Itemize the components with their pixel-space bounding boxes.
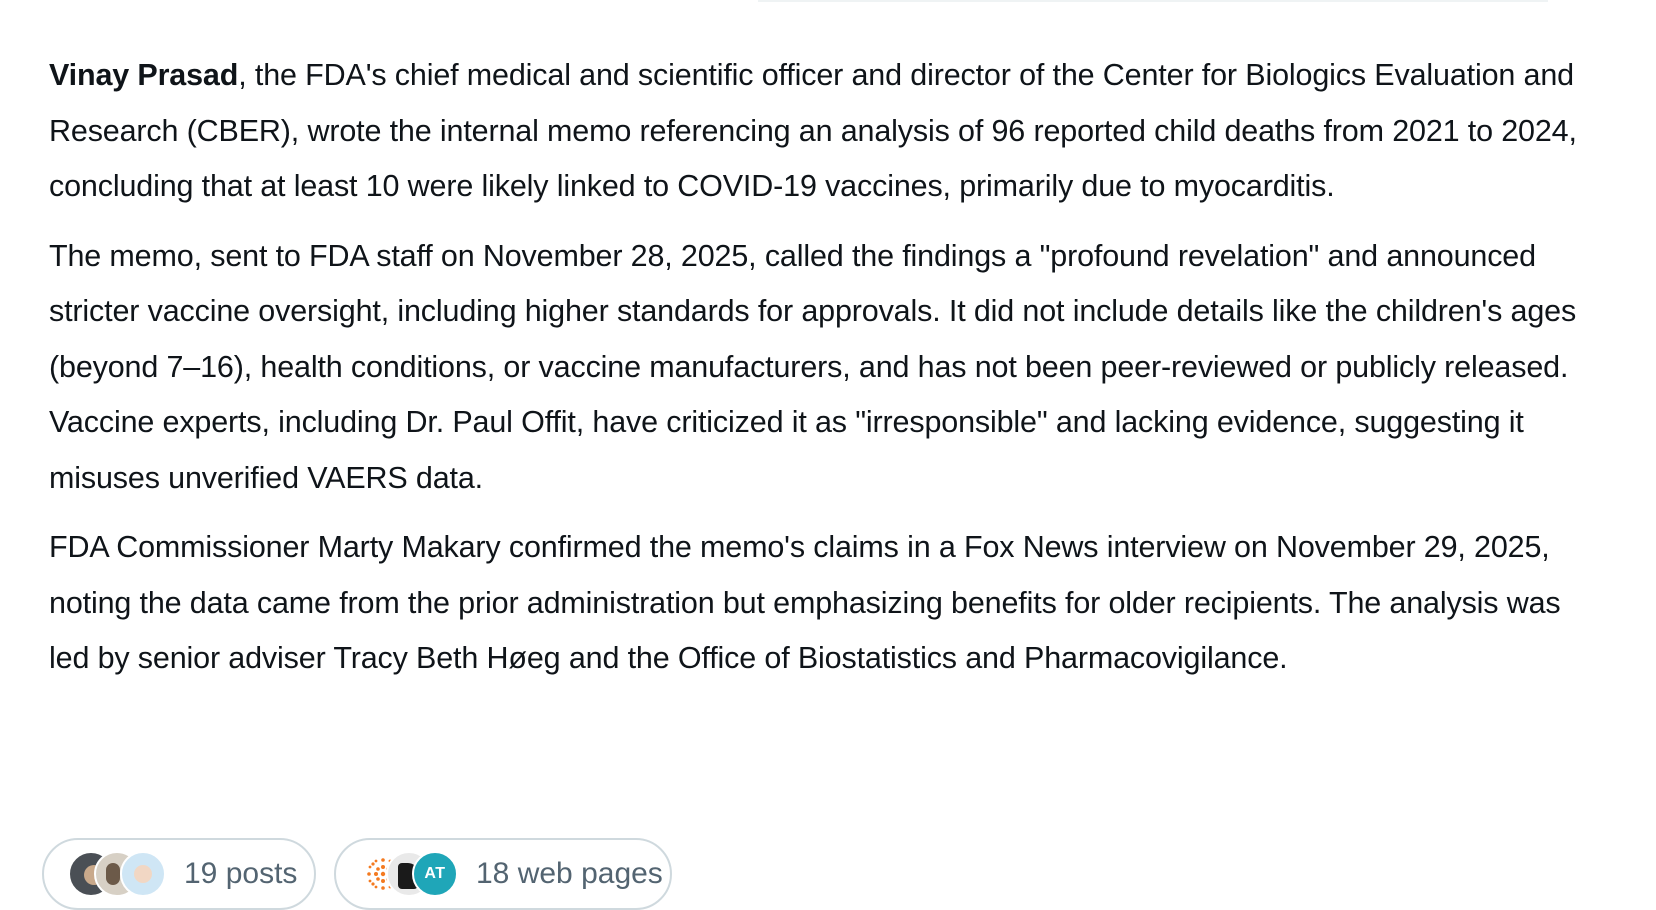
paragraph-2: The memo, sent to FDA staff on November 28, 2025, called the findings a "profound revelation" and announced stricter vaccine oversight, including higher standards for approvals. It did not include details like the children's ages (beyond 7–16), health conditions, or vaccine manufacturers, and has not been peer-reviewed or publicly released. Vaccine experts, including Dr. Paul Offit, have criticized it as "irresponsible" and lacking evidence, suggesting it misuses unverified VAERS data. — [49, 238, 1577, 495]
top-divider — [758, 0, 1548, 2]
post-author-avatars — [68, 851, 166, 897]
avatar-icon — [120, 851, 166, 897]
web-pages-sources-button[interactable] — [334, 838, 672, 910]
paragraph-1 — [49, 48, 1609, 215]
at-logo-icon: AT — [412, 851, 458, 897]
posts-sources-button[interactable] — [42, 838, 316, 910]
posts-count-label: 19 posts — [184, 857, 298, 890]
web-source-favicons — [360, 851, 458, 897]
sources-bar — [42, 838, 672, 910]
response-body — [49, 48, 1609, 701]
person-name-bold: Vinay Prasad — [49, 58, 239, 92]
web-pages-count-label: 18 web pages — [476, 857, 663, 890]
paragraph-3: FDA Commissioner Marty Makary confirmed the memo's claims in a Fox News interview on November 29, 2025, noting the data came from the prior administration but emphasizing benefits for older recipients. The analysis was led by senior adviser Tracy Beth Høeg and the Office of Biostatistics and Pharmacovigilance. — [49, 530, 1561, 675]
paragraph-1-text: , the FDA's chief medical and scientific officer and director of the Center for Biologics Evaluation and Research (CBER), wrote the internal memo referencing an analysis of 96 reported child deaths from 2021 to 2024, concluding that at least 10 were likely linked to COVID-19 vaccines, primarily due to myocarditis. — [49, 58, 1577, 203]
